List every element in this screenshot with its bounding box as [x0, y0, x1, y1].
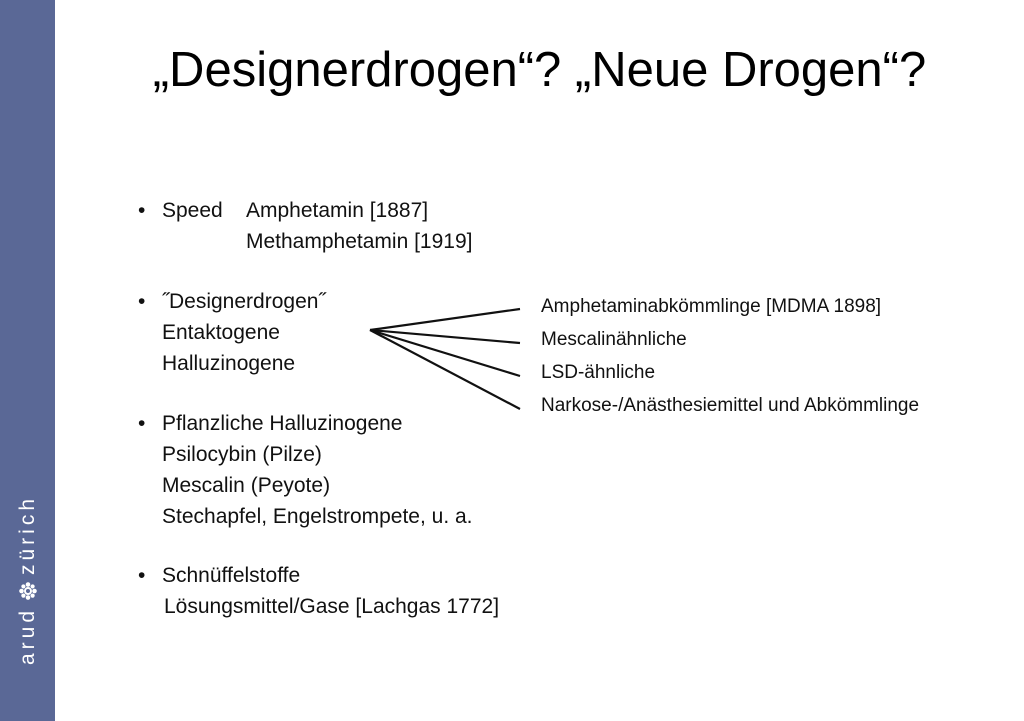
schnueffel-heading: Schnüffelstoffe — [162, 564, 301, 587]
pflanzlich-heading: Pflanzliche Halluzinogene — [162, 412, 403, 435]
designer-item: Entaktogene — [162, 321, 280, 344]
bullet: • — [138, 199, 146, 222]
pflanzlich-item: Psilocybin (Pilze) — [162, 443, 322, 466]
bullet: • — [138, 412, 146, 435]
subcategory-list — [541, 290, 919, 422]
speed-item: Amphetamin [1887] — [246, 199, 429, 222]
bullet: • — [138, 564, 146, 587]
logo-text-zuerich: zürich — [16, 494, 39, 575]
designer-heading: ˝Designerdrogen˝ — [162, 290, 326, 313]
designer-item: Halluzinogene — [162, 352, 296, 375]
pflanzlich-item: Mescalin (Peyote) — [162, 474, 331, 497]
subcategory-item: Mescalinähnliche — [541, 329, 687, 350]
bullet: • — [138, 290, 146, 313]
speed-item: Methamphetamin [1919] — [246, 230, 473, 253]
subcategory-item: LSD-ähnliche — [541, 362, 656, 383]
subcategory-item: Amphetaminabkömmlinge [MDMA 1898] — [541, 296, 882, 317]
speed-term: Speed — [162, 199, 223, 222]
connector-line — [370, 309, 520, 330]
pflanzlich-item: Stechapfel, Engelstrompete, u. a. — [162, 505, 473, 528]
subcategory-item: Narkose-/Anästhesiemittel und Abkömmlinge — [541, 395, 920, 416]
logo-text-arud: arud — [16, 607, 39, 666]
schnueffel-item: Lösungsmittel/Gase [Lachgas 1772] — [164, 595, 500, 618]
slide-title: „Designerdrogen“? „Neue Drogen“? — [152, 43, 927, 97]
